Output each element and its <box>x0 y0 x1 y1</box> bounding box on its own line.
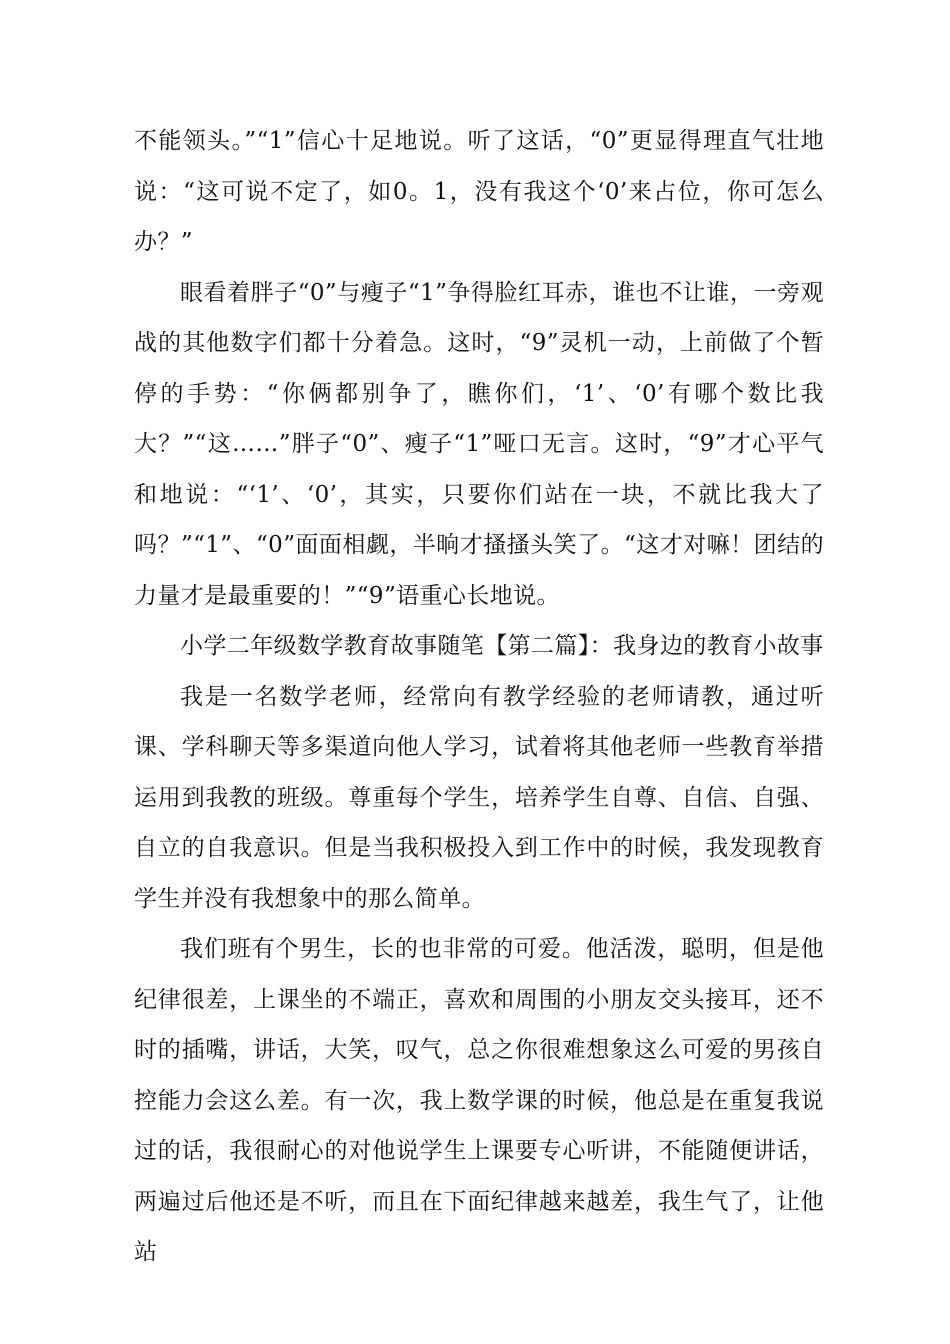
paragraph-boy-story: 我们班有个男生，长的也非常的可爱。他活泼，聪明，但是他纪律很差，上课坐的不端正，喜欢和周围的小朋友交头接耳，还不时的插嘴，讲话，大笑，叹气，总之你很难想象这么可爱的男孩自控能力会这么差。有一次，我上数学课的时候，他总是在重复我说过的话，我很耐心的对他说学生上课要专心听讲，不能随便讲话，两遍过后他还是不听，而且在下面纪律越来越差，我生气了，让他站 <box>134 936 824 1265</box>
paragraph-continued: 不能领头。”“1”信心十足地说。听了这话，“0”更显得理直气壮地说：“这可说不定了，如0。1，没有我这个‘0’来占位，你可怎么办？” <box>134 128 824 255</box>
paragraph-number-quarrel: 眼看着胖子“0”与瘦子“1”争得脸红耳赤，谁也不让谁，一旁观战的其他数字们都十分着急。这时，“9”灵机一动，上前做了个暂停的手势：“你俩都别争了，瞧你们，‘1’、‘0’有哪个数比我大？”“这……”胖子“0”、瘦子“1”哑口无言。这时，“9”才心平气和地说：“‘1’、‘0’，其实，只要你们站在一块，不就比我大了吗？”“1”、“0”面面相觑，半晌才搔搔头笑了。“这才对嘛！团结的力量才是最重要的！”“9”语重心长地说。 <box>134 279 824 609</box>
section-heading: 小学二年级数学教育故事随笔【第二篇】：我身边的教育小故事 <box>180 633 824 659</box>
paragraph-teacher-intro: 我是一名数学老师，经常向有教学经验的老师请教，通过听课、学科聊天等多渠道向他人学习，试着将其他老师一些教育举措运用到我教的班级。尊重每个学生，培养学生自尊、自信、自强、自立的自我意识。但是当我积极投入到工作中的时候，我发现教育学生并没有我想象中的那么简单。 <box>134 683 824 912</box>
document-body <box>134 116 824 1278</box>
